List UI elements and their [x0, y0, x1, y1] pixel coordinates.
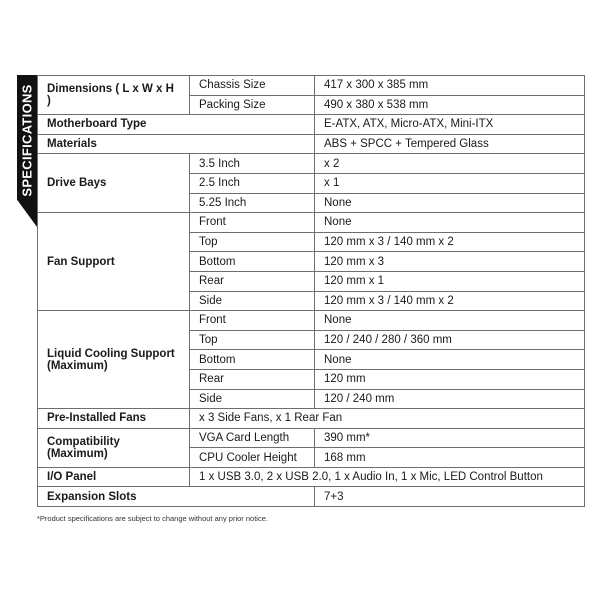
- drive-bay-sub-label: 3.5 Inch: [190, 154, 315, 174]
- table-row: [38, 487, 585, 507]
- table-row: [38, 467, 585, 487]
- fan-position-value: 120 mm x 3 / 140 mm x 2: [315, 291, 585, 311]
- footnote: *Product specifications are subject to change without any prior notice.: [37, 514, 268, 523]
- fan-position-value: 120 mm x 1: [315, 271, 585, 291]
- expansion-slots-label: Expansion Slots: [38, 487, 315, 507]
- packing-size-value: 490 x 380 x 538 mm: [315, 95, 585, 115]
- table-row: [38, 134, 585, 154]
- preinstalled-fans-label: Pre-Installed Fans: [38, 409, 190, 429]
- radiator-position-label: Rear: [190, 369, 315, 389]
- io-panel-value: 1 x USB 3.0, 2 x USB 2.0, 1 x Audio In, 1 x Mic, LED Control Button: [190, 467, 585, 487]
- drive-bay-sub-label: 5.25 Inch: [190, 193, 315, 213]
- preinstalled-fans-value: x 3 Side Fans, x 1 Rear Fan: [190, 409, 585, 429]
- fan-position-label: Top: [190, 232, 315, 252]
- radiator-position-value: 120 mm: [315, 369, 585, 389]
- motherboard-type-value: E-ATX, ATX, Micro-ATX, Mini-ITX: [315, 115, 585, 135]
- drive-bays-label: Drive Bays: [38, 154, 190, 213]
- liquid-cooling-label: Liquid Cooling Support (Maximum): [38, 311, 190, 409]
- table-row: [38, 409, 585, 429]
- fan-position-value: 120 mm x 3: [315, 252, 585, 272]
- drive-bay-value: x 1: [315, 173, 585, 193]
- dimensions-label: Dimensions ( L x W x H ): [38, 76, 190, 115]
- compatibility-value: 390 mm*: [315, 428, 585, 448]
- drive-bay-sub-label: 2.5 Inch: [190, 173, 315, 193]
- fan-position-label: Side: [190, 291, 315, 311]
- radiator-position-value: 120 / 240 / 280 / 360 mm: [315, 330, 585, 350]
- radiator-position-label: Top: [190, 330, 315, 350]
- table-row: [38, 154, 585, 174]
- fan-position-label: Rear: [190, 271, 315, 291]
- compatibility-label: Compatibility (Maximum): [38, 428, 190, 467]
- radiator-position-label: Side: [190, 389, 315, 409]
- materials-label: Materials: [38, 134, 315, 154]
- fan-support-label: Fan Support: [38, 213, 190, 311]
- packing-size-label: Packing Size: [190, 95, 315, 115]
- table-row: [38, 115, 585, 135]
- table-row: [38, 311, 585, 331]
- io-panel-label: I/O Panel: [38, 467, 190, 487]
- materials-value: ABS + SPCC + Tempered Glass: [315, 134, 585, 154]
- table-row: [38, 213, 585, 233]
- chassis-size-label: Chassis Size: [190, 76, 315, 96]
- radiator-position-value: 120 / 240 mm: [315, 389, 585, 409]
- compatibility-sub-label: CPU Cooler Height: [190, 448, 315, 468]
- specifications-table: [37, 75, 585, 507]
- chassis-size-value: 417 x 300 x 385 mm: [315, 76, 585, 96]
- fan-position-label: Bottom: [190, 252, 315, 272]
- radiator-position-value: None: [315, 311, 585, 331]
- radiator-position-label: Front: [190, 311, 315, 331]
- radiator-position-label: Bottom: [190, 350, 315, 370]
- fan-position-label: Front: [190, 213, 315, 233]
- table-row: [38, 76, 585, 96]
- expansion-slots-value: 7+3: [315, 487, 585, 507]
- compatibility-sub-label: VGA Card Length: [190, 428, 315, 448]
- table-row: [38, 428, 585, 448]
- compatibility-value: 168 mm: [315, 448, 585, 468]
- fan-position-value: None: [315, 213, 585, 233]
- specifications-banner-label: SPECIFICATIONS: [19, 83, 35, 197]
- drive-bay-value: None: [315, 193, 585, 213]
- radiator-position-value: None: [315, 350, 585, 370]
- motherboard-type-label: Motherboard Type: [38, 115, 315, 135]
- fan-position-value: 120 mm x 3 / 140 mm x 2: [315, 232, 585, 252]
- drive-bay-value: x 2: [315, 154, 585, 174]
